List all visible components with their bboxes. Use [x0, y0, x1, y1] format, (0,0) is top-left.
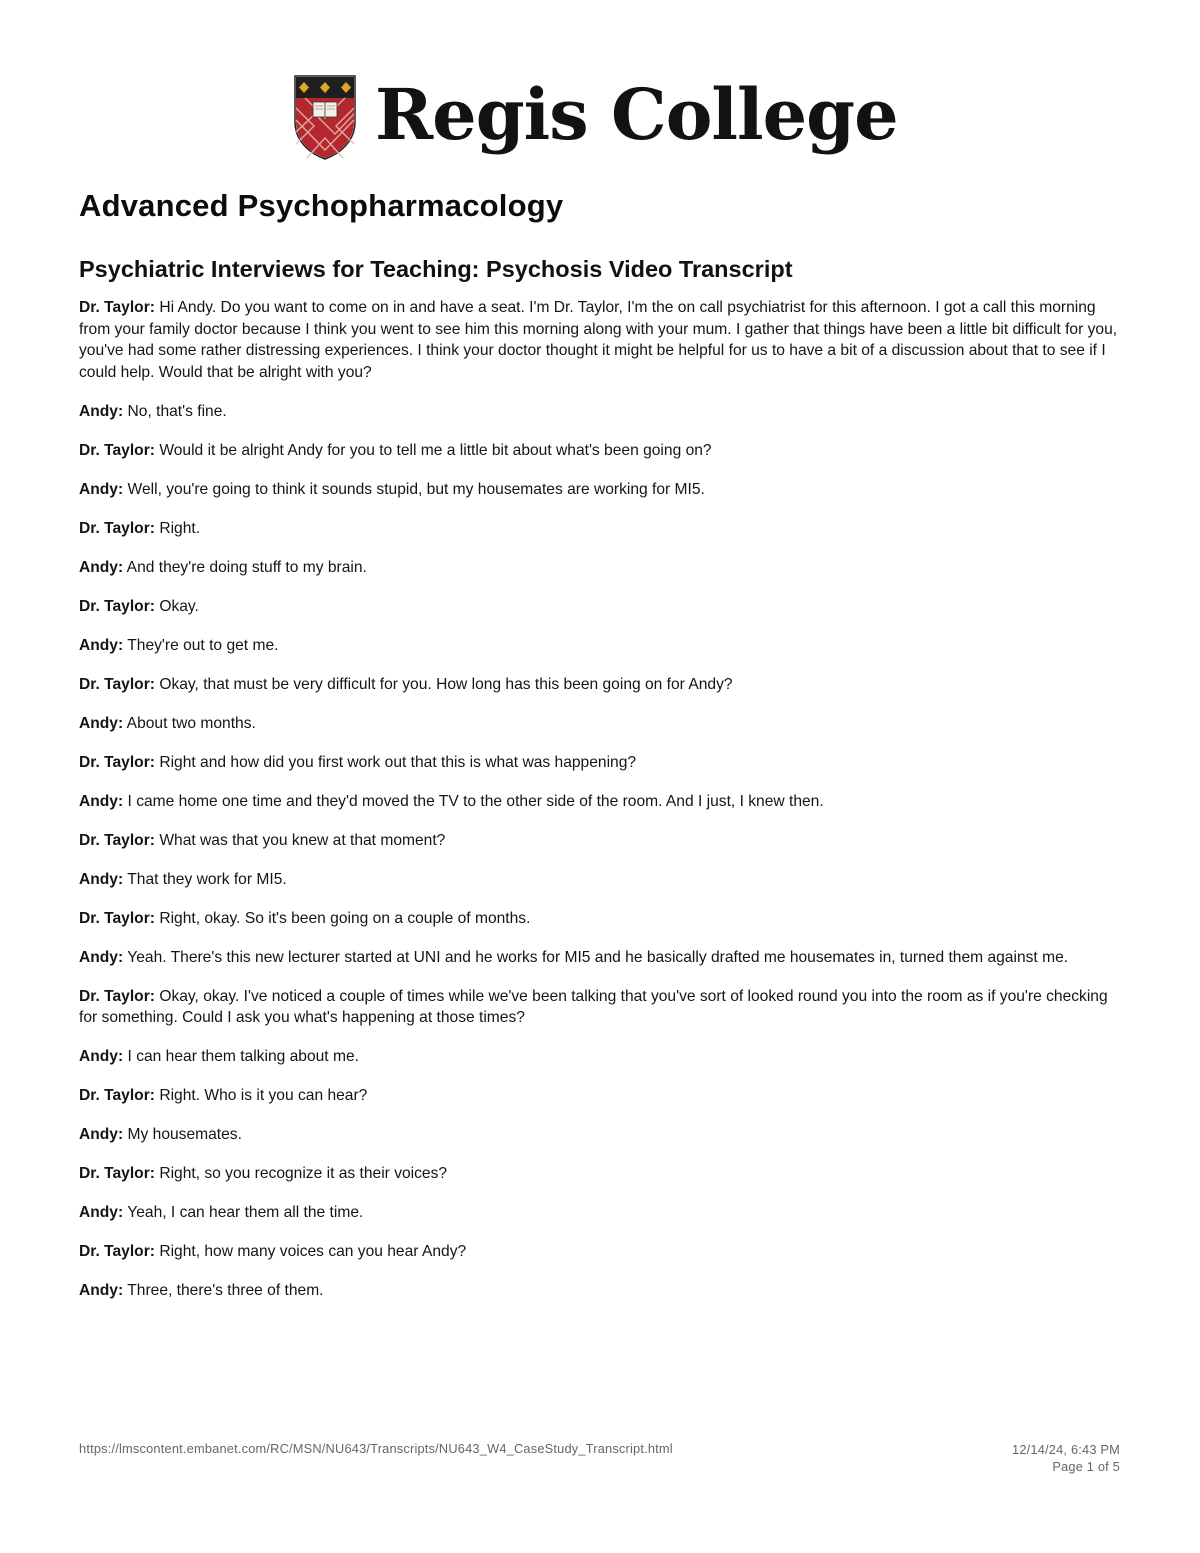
speech-text: I came home one time and they'd moved the TV to the other side of the room. And I just, I knew then.	[127, 792, 824, 810]
footer-url: https://lmscontent.embanet.com/RC/MSN/NU643/Transcripts/NU643_W4_CaseStudy_Transcript.html	[79, 1441, 673, 1456]
speaker-label: Andy:	[79, 1126, 124, 1143]
transcript-line	[79, 297, 1119, 383]
transcript	[79, 297, 1119, 1302]
footer-meta	[1012, 1441, 1120, 1475]
transcript-line	[79, 1202, 1119, 1224]
transcript-line	[79, 401, 1119, 423]
speech-text: About two months.	[126, 714, 256, 732]
speech-text: Yeah, I can hear them all the time.	[127, 1204, 364, 1221]
page-subtitle: Psychiatric Interviews for Teaching: Psychosis Video Transcript	[79, 256, 793, 282]
speech-text: No, that's fine.	[127, 402, 227, 420]
transcript-line	[79, 1163, 1119, 1185]
speaker-label: Andy:	[79, 1204, 124, 1221]
speaker-label: Dr. Taylor:	[79, 909, 155, 927]
transcript-line	[79, 518, 1119, 540]
transcript-line	[79, 479, 1119, 501]
transcript-line	[79, 947, 1119, 969]
transcript-line	[79, 635, 1119, 657]
speaker-label: Dr. Taylor:	[79, 675, 155, 693]
speech-text: Okay, okay. I've noticed a couple of times while we've been talking that you've sort of looked round you into the room as if you're checking for something. Could I ask you what's happening at those times?	[79, 987, 1108, 1026]
footer-page-number: Page 1 of 5	[1052, 1459, 1120, 1474]
speaker-label: Andy:	[79, 714, 124, 732]
speaker-label: Dr. Taylor:	[79, 299, 155, 316]
document-body	[79, 188, 1119, 1319]
speech-text: Right, okay. So it's been going on a couple of months.	[159, 909, 531, 927]
speech-text: That they work for MI5.	[127, 870, 287, 888]
speaker-label: Dr. Taylor:	[79, 1243, 155, 1260]
speech-text: I can hear them talking about me.	[127, 1048, 359, 1065]
speaker-label: Dr. Taylor:	[79, 753, 155, 771]
transcript-line	[79, 830, 1119, 852]
regis-shield-icon	[293, 74, 357, 160]
transcript-line	[79, 908, 1119, 930]
speaker-label: Andy:	[79, 1048, 124, 1065]
speaker-label: Andy:	[79, 1282, 124, 1299]
page-title: Advanced Psychopharmacology	[79, 188, 564, 223]
speaker-label: Dr. Taylor:	[79, 1087, 155, 1104]
transcript-line	[79, 752, 1119, 774]
transcript-line	[79, 557, 1119, 579]
footer-datetime: 12/14/24, 6:43 PM	[1012, 1442, 1120, 1457]
speaker-label: Dr. Taylor:	[79, 597, 155, 615]
speech-text: My housemates.	[127, 1126, 242, 1143]
speaker-label: Dr. Taylor:	[79, 831, 155, 849]
speaker-label: Andy:	[79, 558, 124, 576]
speech-text: Okay.	[159, 597, 199, 615]
transcript-line	[79, 713, 1119, 735]
transcript-line	[79, 869, 1119, 891]
speaker-label: Dr. Taylor:	[79, 1165, 155, 1182]
transcript-line	[79, 1124, 1119, 1146]
speech-text: Yeah. There's this new lecturer started at UNI and he works for MI5 and he basically drafted me housemates in, turned them against me.	[127, 948, 1069, 966]
logo-text: Regis College	[375, 73, 898, 156]
speech-text: Hi Andy. Do you want to come on in and have a seat. I'm Dr. Taylor, I'm the on call psychiatrist for this afternoon. I got a call this morning from your family doctor because I think you went to see him this morning along with your mum. I gather that things have been a little bit difficult for you, you've had some rather distressing experiences. I think your doctor thought it might be helpful for us to have a bit of a discussion about that to see if I could help. Would that be alright with you?	[79, 299, 1118, 381]
speech-text: Would it be alright Andy for you to tell me a little bit about what's been going on?	[159, 441, 712, 459]
speaker-label: Dr. Taylor:	[79, 987, 155, 1005]
speech-text: Right and how did you first work out that this is what was happening?	[159, 753, 637, 771]
speech-text: They're out to get me.	[127, 636, 279, 654]
speaker-label: Andy:	[79, 480, 124, 498]
speech-text: What was that you knew at that moment?	[159, 831, 446, 849]
transcript-line	[79, 674, 1119, 696]
speech-text: Well, you're going to think it sounds stupid, but my housemates are working for MI5.	[127, 480, 705, 498]
transcript-line	[79, 1085, 1119, 1107]
speaker-label: Andy:	[79, 948, 124, 966]
transcript-line	[79, 1241, 1119, 1263]
speaker-label: Dr. Taylor:	[79, 441, 155, 459]
speaker-label: Andy:	[79, 870, 124, 888]
speaker-label: Andy:	[79, 636, 124, 654]
speech-text: Right, so you recognize it as their voices?	[159, 1165, 448, 1182]
speaker-label: Dr. Taylor:	[79, 519, 155, 537]
transcript-line	[79, 791, 1119, 813]
speech-text: Three, there's three of them.	[127, 1282, 324, 1299]
transcript-line	[79, 1280, 1119, 1302]
speech-text: Right, how many voices can you hear Andy?	[159, 1243, 467, 1260]
speaker-label: Andy:	[79, 792, 124, 810]
speech-text: Right.	[159, 519, 201, 537]
transcript-line	[79, 986, 1119, 1029]
transcript-line	[79, 440, 1119, 462]
transcript-line	[79, 1046, 1119, 1068]
speech-text: Okay, that must be very difficult for you. How long has this been going on for Andy?	[159, 675, 733, 693]
speech-text: And they're doing stuff to my brain.	[126, 558, 367, 576]
speaker-label: Andy:	[79, 402, 124, 420]
transcript-line	[79, 596, 1119, 618]
regis-college-logo	[293, 74, 898, 160]
speech-text: Right. Who is it you can hear?	[159, 1087, 368, 1104]
